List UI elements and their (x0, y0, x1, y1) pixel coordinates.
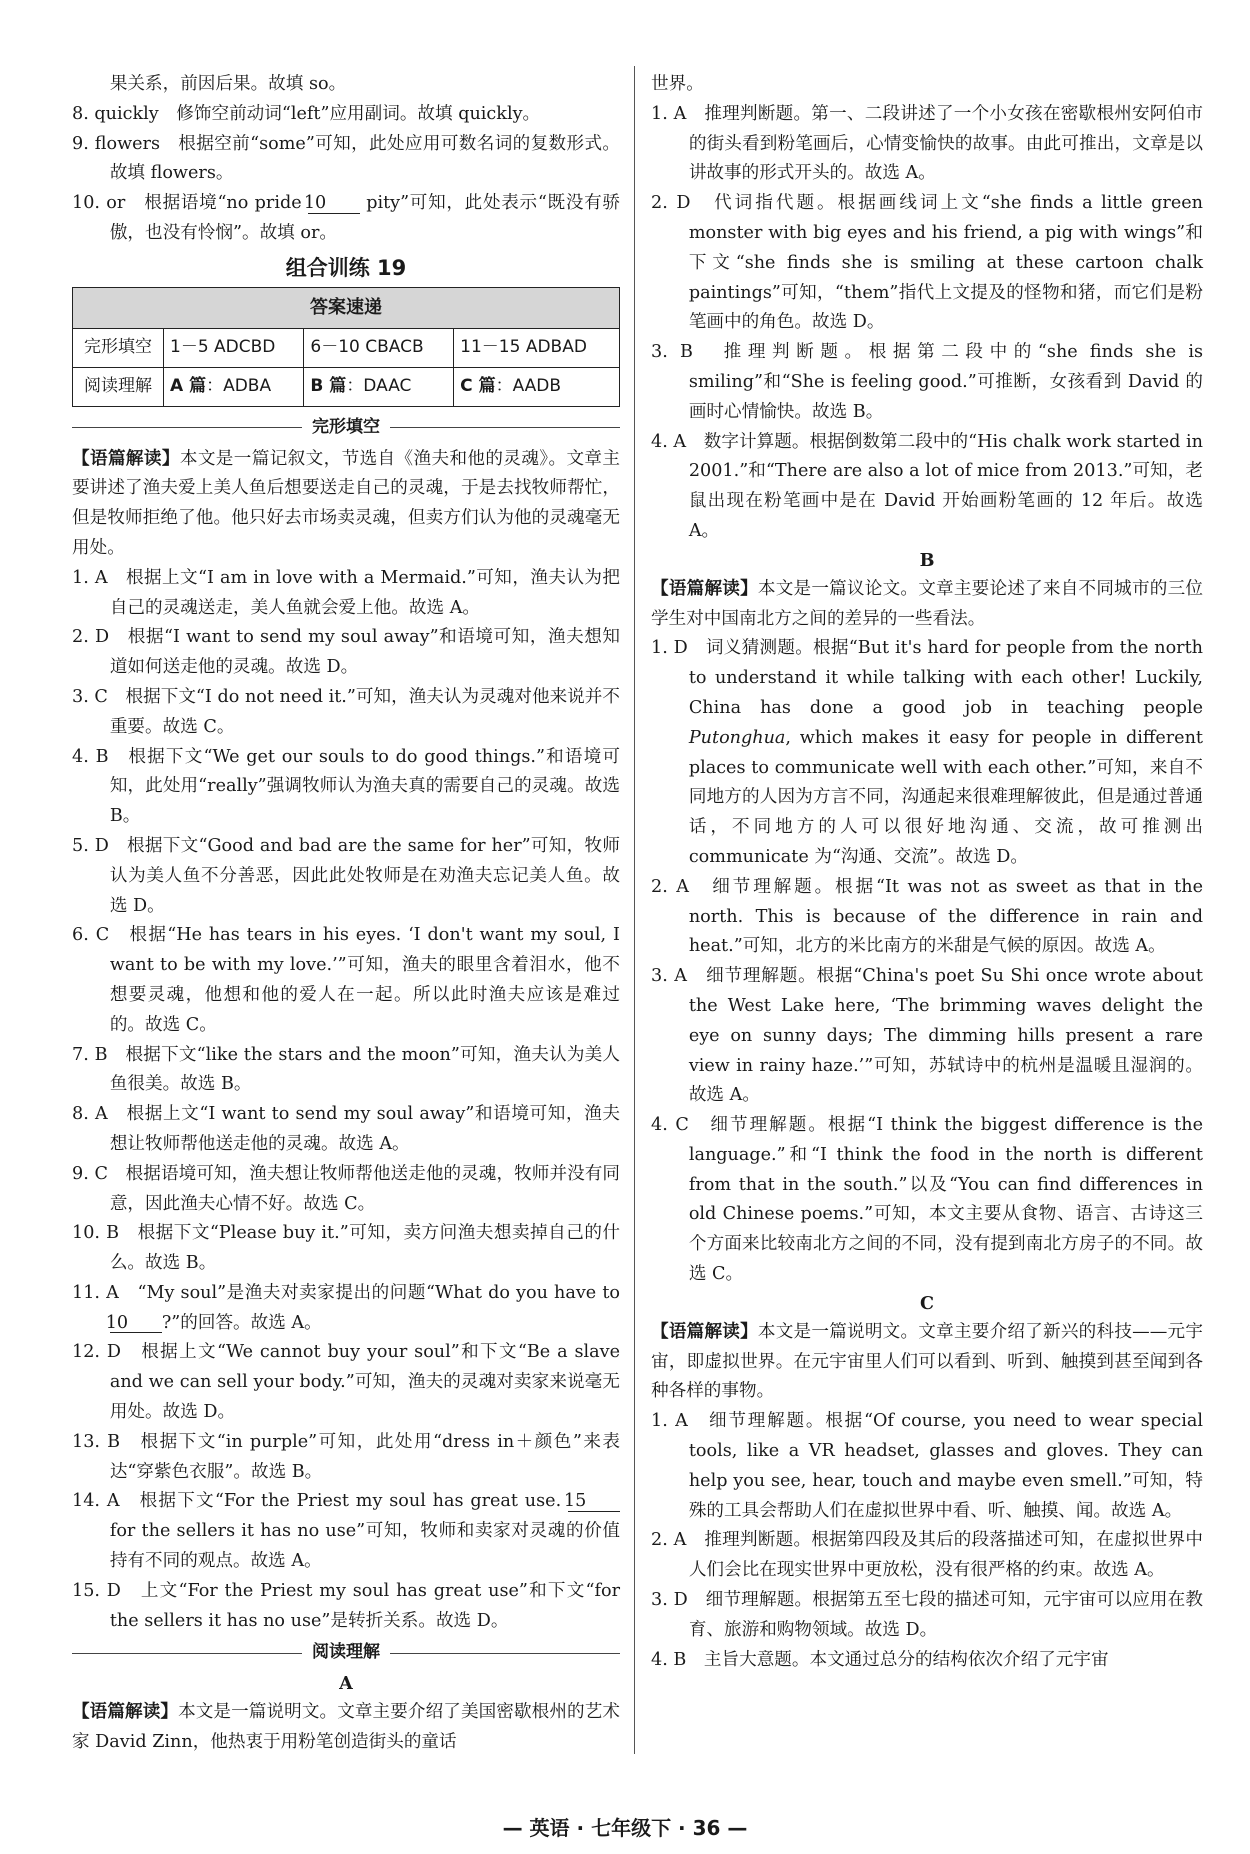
cloze-items (72, 564, 620, 1279)
reading-a-items (651, 100, 1203, 547)
cloze-label: 完形填空 (73, 328, 164, 367)
intro-text: 本文是一篇说明文。文章主要介绍了美国密歇根州的艺术家 David Zinn，他热衷于用粉笔创造街头的童话 (72, 1702, 620, 1753)
item-text: B 推理判断题。根据第二段中的“she finds she is smiling”和“She is feeling good.”可推断，女孩看到 David 的画时心情愉快。故选 B。 (679, 342, 1204, 422)
passage-a-value: ：ADBA (206, 375, 272, 396)
item-number: 3. (651, 966, 668, 987)
item-text: D 根据上文“We cannot buy your soul”和下文“Be a slave and we can sell your body.”可知，渔夫的灵魂对卖家来说毫无用处。故选 D。 (106, 1342, 620, 1423)
item-number: 10. (72, 193, 100, 214)
answer-item (72, 1160, 620, 1220)
intro-tag: 【语篇解读】 (651, 578, 758, 599)
item-text: B 根据下文“Please buy it.”可知，卖方问渔夫想卖掉自己的什么。故选 B。 (106, 1223, 620, 1274)
prev-item-9 (72, 130, 620, 190)
item-text-post: for the sellers it has no use”可知，牧师和卖家对灵魂的价值持有不同的观点。故选 A。 (109, 1521, 620, 1572)
cloze-answers-1: 1－5 ADCBD (164, 328, 304, 367)
item-text: D 上文“For the Priest my soul has great use”和下文“for the sellers it has no use”是转折关系。故选 D。 (106, 1580, 620, 1631)
item-text: A 细节理解题。根据“It was not as sweet as that in the north. This is because of the difference in rain and heat.”可知，北方的米比南方的米甜是气候的原因。故选 A。 (676, 876, 1203, 957)
item-text-pre: A 根据下文“For the Priest my soul has great use. (106, 1491, 568, 1512)
item-number: 9. (72, 133, 89, 154)
fill-blank: 15 (568, 1492, 620, 1511)
fill-blank: 10 (110, 1314, 162, 1333)
item-text: B 根据下文“like the stars and the moon”可知，渔夫认为美人鱼很美。故选 B。 (94, 1044, 620, 1095)
answer-item (651, 428, 1203, 547)
prev-tail-line: 果关系，前因后果。故填 so。 (109, 74, 347, 94)
passage-letter-b: B (919, 549, 935, 571)
italic-word: Putonghua (688, 727, 786, 748)
passage-b-value: ：DAAC (346, 375, 412, 396)
cloze-heading-text: 完形填空 (312, 416, 380, 437)
item-number: 2. (72, 627, 89, 648)
item-text: B 根据下文“in purple”可知，此处用“dress in＋颜色”来表达“穿紫色衣服”。故选 B。 (107, 1431, 620, 1482)
item-text-post: pity”可知，此处表示“既没有骄傲，也没有怜悯”。故填 or。 (109, 193, 621, 243)
item-text-pre: D 词义猜测题。根据“But it's hard for people from the north to understand it while talking with each other! Luckily, China has done a good job in teaching people (673, 638, 1203, 718)
item-text: quickly 修饰空前动词“left”应用副词。故填 quickly。 (94, 103, 541, 124)
item-number: 3. (651, 342, 668, 363)
passage-a-tail: 世界。 (651, 74, 704, 94)
item-number: 5. (72, 835, 89, 856)
item-number: 1. (72, 567, 89, 588)
item-number: 7. (72, 1044, 89, 1065)
intro-text: 本文是一篇记叙文，节选自《渔夫和他的灵魂》。文章主要讲述了渔夫爱上美人鱼后想要送走自己的灵魂，于是去找牧师帮忙，但是牧师拒绝了他。他只好去市场卖灵魂，但卖方们认为他的灵魂毫无用处。 (72, 448, 620, 558)
item-text: A 根据上文“I want to send my soul away”和语境可知，渔夫想让牧师帮他送走他的灵魂。故选 A。 (95, 1104, 621, 1154)
reading-c-intro (651, 1318, 1203, 1407)
item-text: B 根据下文“We get our souls to do good things.”和语境可知，此处用“really”强调牧师认为渔夫真的需要自己的灵魂。故选 B。 (95, 746, 620, 827)
answer-item (651, 962, 1203, 1111)
item-text: flowers 根据空前“some”可知，此处应用可数名词的复数形式。故填 flowers。 (94, 133, 620, 184)
answer-item (651, 100, 1203, 189)
item-text: A 推理判断题。第一、二段讲述了一个小女孩在密歇根州安阿伯市的街头看到粉笔画后，心情变愉快的故事。由此可推出，文章是以讲故事的形式开头的。故选 A。 (673, 103, 1204, 184)
answer-item (72, 1338, 620, 1427)
passage-a-label: A 篇 (170, 375, 207, 396)
passage-letter-c: C (919, 1292, 934, 1314)
reading-b-items (651, 873, 1203, 1290)
cloze-item-15 (72, 1577, 620, 1637)
item-number: 13. (72, 1431, 100, 1452)
reading-label: 阅读理解 (73, 367, 164, 406)
answer-table-header: 答案速递 (73, 287, 620, 328)
item-text-pre: A “My soul”是渔夫对卖家提出的问题“What do you have to (106, 1282, 620, 1303)
reading-b-item-1 (651, 634, 1203, 872)
cloze-answers-2: 6－10 CBACB (304, 328, 454, 367)
answer-item (72, 1100, 620, 1160)
cloze-item-11 (72, 1279, 620, 1339)
fill-blank: 10 (308, 194, 360, 213)
cloze-items-2 (72, 1338, 620, 1487)
item-number: 15. (72, 1580, 100, 1601)
reading-heading-text: 阅读理解 (312, 1642, 380, 1663)
answer-item (72, 1428, 620, 1488)
item-text-post: , which makes it easy for people in different places to communicate well with each other.”可知，来自不同地方的人因为方言不同，沟通起来很难理解彼此，但是通过普通话，不同地方的人可以很好地沟通、交流，故可推测出 communicate 为“沟通、交流”。故选 D。 (688, 727, 1203, 867)
answer-item (651, 338, 1203, 427)
answer-item (651, 873, 1203, 962)
item-number: 9. (72, 1163, 89, 1184)
answer-table (72, 287, 620, 407)
item-text: D 代词指代题。根据画线词上文“she finds a little green monster with big eyes and his friend, a pig with wings”和下文“she finds she is smiling at these cartoon chalk paintings”可知，“them”指代上文提及的怪物和猪，而它们是粉笔画中的角色。故选 D。 (676, 193, 1203, 333)
answer-item (651, 1526, 1203, 1586)
item-number: 2. (651, 193, 668, 214)
passage-c-value: ：AADB (495, 375, 562, 396)
prev-item-10 (72, 189, 620, 249)
item-number: 4. (651, 1649, 668, 1670)
answer-item (72, 564, 620, 624)
cloze-intro (72, 445, 620, 564)
answer-item (72, 921, 620, 1040)
reading-answer-row (73, 367, 620, 406)
item-number: 10. (72, 1223, 100, 1244)
item-number: 11. (72, 1282, 100, 1303)
page-footer: — 英语 · 七年级下 · 36 — (502, 1816, 748, 1840)
passage-c-label: C 篇 (460, 375, 496, 396)
cloze-heading (72, 413, 620, 443)
item-text: C 细节理解题。根据“I think the biggest difference is the language.”和“I think the food in the north is different from that in the south.”以及“You can find differences in old Chinese poems.”可知，本文主要从食物、语言、古诗这三个方面来比较南北方之间的不同，没有提到南北方房子的不同。故选 C。 (675, 1115, 1203, 1285)
item-text: C 根据下文“I do not need it.”可知，渔夫认为灵魂对他来说并不重要。故选 C。 (94, 686, 620, 737)
answer-item (72, 832, 620, 921)
item-number: 4. (651, 431, 668, 452)
prev-item-8 (72, 100, 620, 130)
item-number: 2. (651, 876, 668, 897)
cloze-answer-row (73, 328, 620, 367)
item-number: 2. (651, 1530, 668, 1551)
reading-heading (72, 1638, 620, 1668)
item-text: D 根据“I want to send my soul away”和语境可知，渔夫想知道如何送走他的灵魂。故选 D。 (94, 627, 620, 678)
reading-a-intro (72, 1698, 620, 1758)
reading-b-answers (304, 367, 454, 406)
answer-item (72, 743, 620, 832)
item-text: D 根据下文“Good and bad are the same for her”可知，牧师认为美人鱼不分善恶，因此此处牧师是在劝渔夫忘记美人鱼。故选 D。 (94, 835, 621, 916)
item-number: 6. (72, 925, 89, 946)
answer-item (651, 1586, 1203, 1646)
answer-item (651, 1646, 1203, 1676)
item-number: 1. (651, 103, 668, 124)
reading-c-items (651, 1407, 1203, 1675)
item-number: 8. (72, 1104, 89, 1125)
intro-text: 本文是一篇议论文。文章主要论述了来自不同城市的三位学生对中国南北方之间的差异的一些看法。 (651, 578, 1203, 629)
cloze-item-14 (72, 1487, 620, 1576)
section-title: 组合训练 19 (285, 255, 407, 280)
right-column (651, 70, 1203, 1675)
answer-item (72, 683, 620, 743)
item-text-pre: or 根据语境“no pride (106, 193, 308, 214)
reading-b-intro (651, 575, 1203, 635)
item-text: B 主旨大意题。本文通过总分的结构依次介绍了元宇宙 (673, 1649, 1109, 1670)
intro-text: 本文是一篇说明文。文章主要介绍了新兴的科技——元宇宙，即虚拟世界。在元宇宙里人们可以看到、听到、触摸到甚至闻到各种各样的事物。 (651, 1321, 1203, 1402)
item-text-post: ?”的回答。故选 A。 (161, 1312, 322, 1333)
item-number: 14. (72, 1491, 100, 1512)
answer-item (651, 189, 1203, 338)
answer-item (72, 623, 620, 683)
cloze-answers-3: 11－15 ADBAD (454, 328, 620, 367)
item-number: 1. (651, 638, 668, 659)
item-text: A 推理判断题。根据第四段及其后的段落描述可知，在虚拟世界中人们会比在现实世界中更放松，没有很严格的约束。故选 A。 (673, 1530, 1204, 1581)
left-column (72, 70, 620, 1758)
item-number: 4. (651, 1115, 668, 1136)
passage-b-label: B 篇 (310, 375, 347, 396)
item-number: 1. (651, 1411, 668, 1432)
answer-item (72, 1041, 620, 1101)
column-divider (634, 66, 635, 1754)
item-text: A 细节理解题。根据“Of course, you need to wear special tools, like a VR headset, glasses and gloves. They can help you see, hear, touch and maybe even smell.”可知，特殊的工具会帮助人们在虚拟世界中看、听、触摸、闻。故选 A。 (675, 1411, 1203, 1521)
answer-item (72, 1219, 620, 1279)
answer-item (651, 1111, 1203, 1290)
intro-tag: 【语篇解读】 (72, 448, 180, 469)
item-text: A 数字计算题。根据倒数第二段中的“His chalk work started in 2001.”和“There are also a lot of mice from 2013.”可知，老鼠出现在粉笔画中是在 David 开始画粉笔画的 12 年后。故选 A。 (673, 431, 1203, 541)
item-number: 4. (72, 746, 89, 767)
item-number: 3. (72, 686, 89, 707)
item-text: D 细节理解题。根据第五至七段的描述可知，元宇宙可以应用在教育、旅游和购物领域。故选 D。 (673, 1590, 1204, 1640)
item-number: 8. (72, 103, 89, 124)
item-number: 3. (651, 1590, 668, 1611)
item-text: A 细节理解题。根据“China's poet Su Shi once wrote about the West Lake here, ‘The brimming waves delight the eye on sunny days; The dimming hills present a rare view in rainy haze.’”可知，苏轼诗中的杭州是温暖且湿润的。故选 A。 (674, 966, 1204, 1106)
intro-tag: 【语篇解读】 (651, 1321, 758, 1342)
reading-a-answers (164, 367, 304, 406)
passage-letter-a: A (339, 1673, 353, 1695)
reading-c-answers (454, 367, 620, 406)
item-text: C 根据语境可知，渔夫想让牧师帮他送走他的灵魂，牧师并没有同意，因此渔夫心情不好。故选 C。 (94, 1163, 621, 1214)
item-text: C 根据“He has tears in his eyes. ‘I don't want my soul, I want to be with my love.’”可知，渔夫的眼里含着泪水，他不想要灵魂，他想和他的爱人在一起。所以此时渔夫应该是难过的。故选 C。 (95, 925, 620, 1035)
answer-item (651, 1407, 1203, 1526)
item-text: A 根据上文“I am in love with a Mermaid.”可知，渔夫认为把自己的灵魂送走，美人鱼就会爱上他。故选 A。 (94, 567, 620, 618)
intro-tag: 【语篇解读】 (72, 1702, 179, 1723)
item-number: 12. (72, 1342, 100, 1363)
